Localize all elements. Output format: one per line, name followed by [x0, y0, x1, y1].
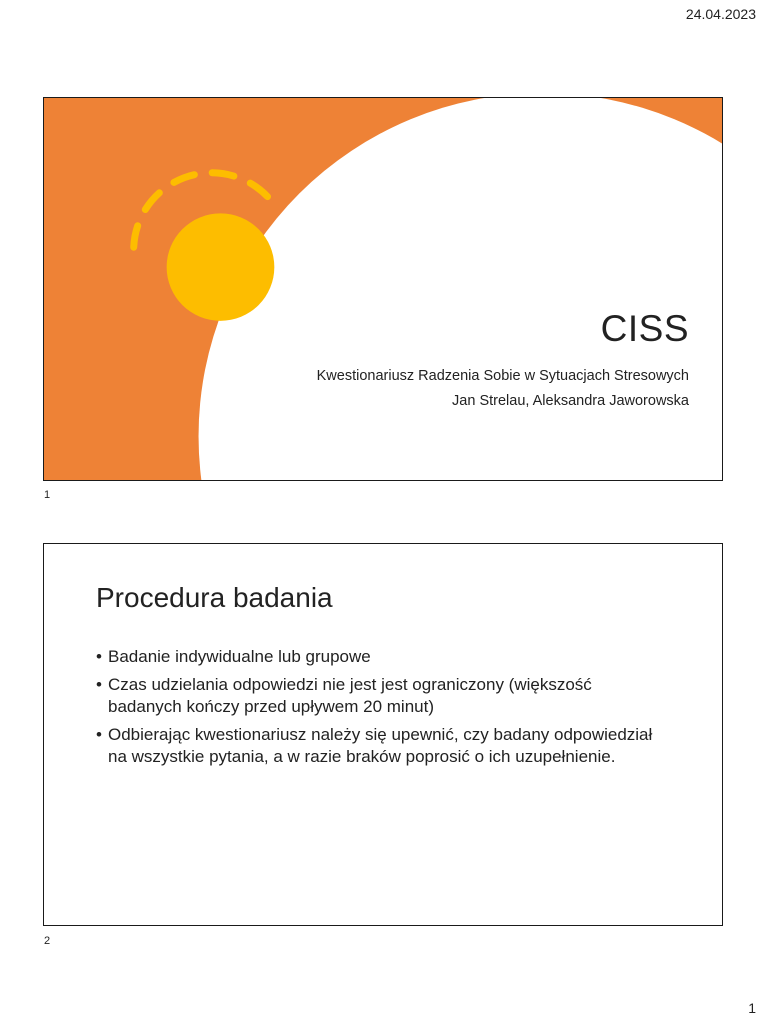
slide-2 [43, 543, 723, 926]
print-date: 24.04.2023 [685, 6, 756, 22]
page-number: 1 [748, 1000, 756, 1016]
slide-2-title: Procedura badania [96, 582, 333, 613]
slide-1-authors: Jan Strelau, Aleksandra Jaworowska [452, 393, 689, 409]
sun-circle [167, 213, 275, 320]
slide-1-background [44, 98, 722, 480]
slide-1-subtitle: Kwestionariusz Radzenia Sobie w Sytuacjach Stresowych [316, 368, 689, 384]
bullet-item: • Czas udzielania odpowiedzi nie jest jest ograniczony (większość badanych kończy przed upływem 20 minut) [96, 674, 666, 718]
slide-1 [43, 97, 723, 481]
slide-2-number: 2 [44, 935, 51, 947]
slide-2-bullet-list [96, 646, 666, 774]
bullet-item: • Odbierając kwestionariusz należy się upewnić, czy badany odpowiedział na wszystkie pytania, a w razie braków poprosić o ich uzupełnienie. [96, 724, 666, 768]
bullet-item: • Badanie indywidualne lub grupowe [96, 646, 666, 668]
slide-1-number: 1 [44, 489, 51, 501]
slide-1-title: CISS [600, 308, 689, 349]
